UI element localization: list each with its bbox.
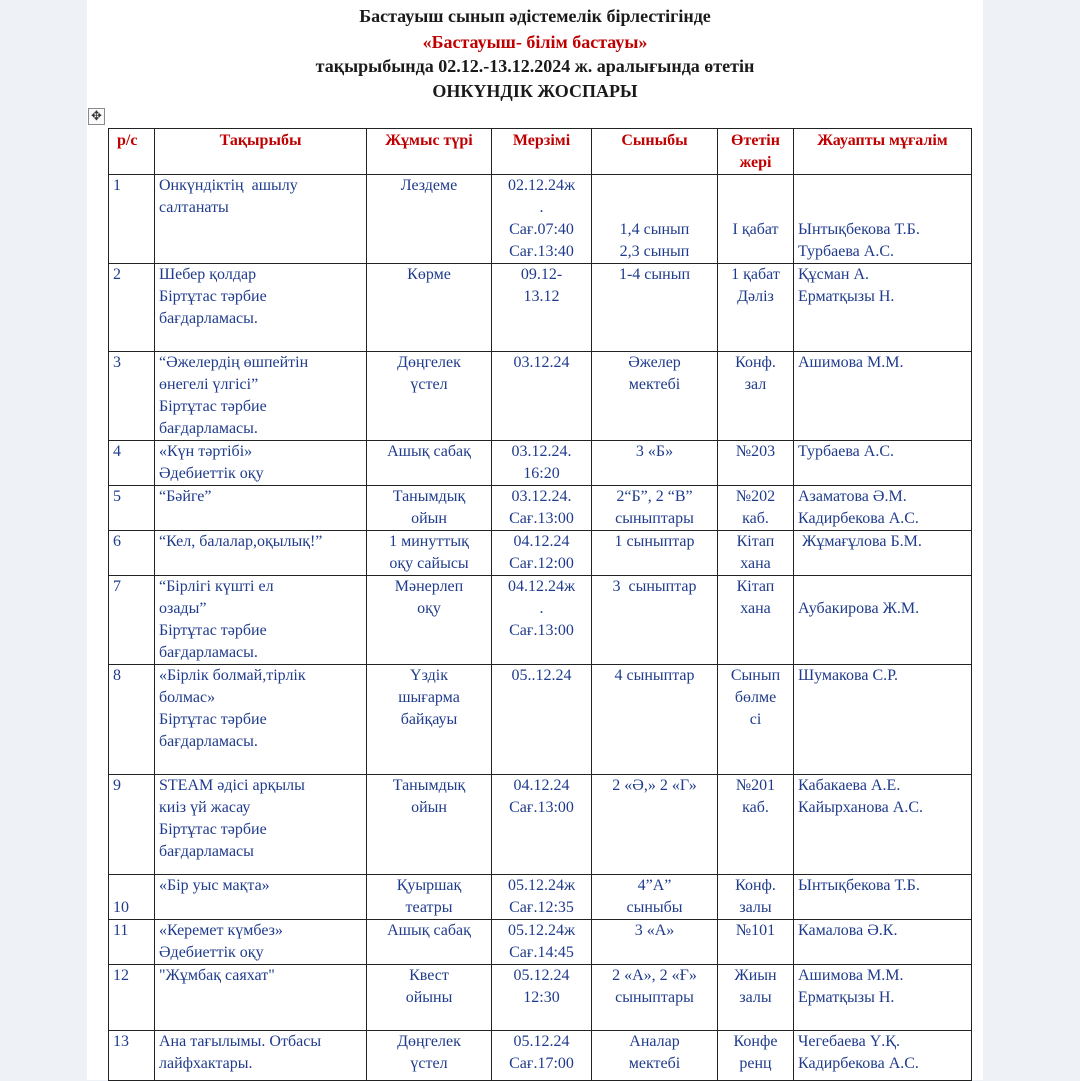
cell-topic-text: “Бірлігі күшті ел озады” Біртұтас тәрбие бағдарламасы. bbox=[159, 578, 274, 661]
cell-teacher bbox=[794, 775, 972, 875]
cell-number-text: 2 bbox=[113, 266, 121, 283]
cell-grade-text: 3 «А» bbox=[634, 922, 675, 939]
cell-place-text: №202 каб. bbox=[735, 488, 776, 527]
cell-grade bbox=[592, 965, 718, 1031]
cell-place bbox=[718, 441, 794, 486]
cell-work-type-text: Көрме bbox=[407, 266, 451, 283]
cell-grade bbox=[592, 875, 718, 920]
cell-work-type bbox=[367, 352, 492, 441]
cell-teacher bbox=[794, 920, 972, 965]
cell-number bbox=[109, 352, 155, 441]
cell-topic bbox=[155, 175, 367, 264]
table-header-row bbox=[109, 129, 972, 175]
cell-date-text: 03.12.24. 16:20 bbox=[511, 443, 572, 482]
cell-grade bbox=[592, 352, 718, 441]
table-row bbox=[109, 531, 972, 576]
cell-place bbox=[718, 175, 794, 264]
cell-work-type bbox=[367, 775, 492, 875]
cell-place-text: Конф. залы bbox=[735, 877, 776, 916]
cell-topic-text: Шебер қолдар Біртұтас тәрбие бағдарламасы. bbox=[159, 266, 267, 327]
cell-teacher-text: Құсман А. Ерматқызы Н. bbox=[798, 266, 895, 305]
cell-date-text: 05.12.24 12:30 bbox=[513, 967, 570, 1006]
cell-place bbox=[718, 1031, 794, 1081]
table-row bbox=[109, 576, 972, 665]
cell-teacher-text: Камалова Ә.К. bbox=[798, 922, 898, 939]
cell-teacher-text: Жұмағұлова Б.М. bbox=[798, 533, 922, 550]
cell-place-text: Кітап хана bbox=[736, 578, 775, 617]
cell-topic bbox=[155, 531, 367, 576]
cell-number-text: 5 bbox=[113, 488, 121, 505]
cell-place-text: №201 каб. bbox=[735, 777, 776, 816]
cell-date bbox=[492, 920, 592, 965]
cell-grade bbox=[592, 920, 718, 965]
cell-place-text: Сынып бөлме сі bbox=[730, 667, 781, 728]
cell-number bbox=[109, 875, 155, 920]
cell-teacher-text: Кабакаева А.Е. Кайырханова А.С. bbox=[798, 777, 923, 816]
cell-teacher bbox=[794, 441, 972, 486]
cell-grade bbox=[592, 531, 718, 576]
cell-topic bbox=[155, 441, 367, 486]
cell-topic bbox=[155, 875, 367, 920]
cell-number-text: 1 bbox=[113, 177, 121, 194]
cell-work-type bbox=[367, 441, 492, 486]
cell-topic bbox=[155, 576, 367, 665]
header-line-3: тақырыбында 02.12.-13.12.2024 ж. аралығында өтетін bbox=[315, 56, 755, 76]
cell-date bbox=[492, 486, 592, 531]
table-row bbox=[109, 965, 972, 1031]
cell-topic bbox=[155, 965, 367, 1031]
cell-work-type bbox=[367, 175, 492, 264]
cell-work-type-text: Ашық сабақ bbox=[387, 922, 471, 939]
cell-place-text: №203 bbox=[735, 443, 776, 460]
table-row bbox=[109, 920, 972, 965]
cell-work-type-text: Ашық сабақ bbox=[387, 443, 471, 460]
cell-topic-text: “Кел, балалар,оқылық!” bbox=[159, 533, 323, 550]
cell-teacher-text: Ынтықбекова Т.Б. Турбаева А.С. bbox=[798, 221, 920, 260]
cell-work-type bbox=[367, 531, 492, 576]
cell-grade bbox=[592, 576, 718, 665]
cell-place bbox=[718, 775, 794, 875]
cell-number bbox=[109, 175, 155, 264]
cell-date bbox=[492, 531, 592, 576]
cell-number-text: 12 bbox=[113, 967, 129, 984]
cell-place bbox=[718, 875, 794, 920]
cell-teacher bbox=[794, 486, 972, 531]
cell-date-text: 02.12.24ж . Сағ.07:40 Сағ.13:40 bbox=[507, 177, 576, 260]
cell-number-text: 11 bbox=[113, 922, 129, 939]
col-header-teacher bbox=[794, 129, 972, 175]
document-title: ОНКҮНДІК ЖОСПАРЫ bbox=[432, 81, 638, 101]
cell-number-text: 7 bbox=[113, 578, 121, 595]
cell-topic-text: «Бір уыс мақта» bbox=[159, 877, 270, 894]
cell-number-text: 6 bbox=[113, 533, 121, 550]
cell-place-text: №101 bbox=[735, 922, 776, 939]
cell-teacher bbox=[794, 665, 972, 775]
cell-date-text: 09.12- 13.12 bbox=[520, 266, 563, 305]
cell-place bbox=[718, 486, 794, 531]
cell-work-type bbox=[367, 665, 492, 775]
col-header-place bbox=[718, 129, 794, 175]
cell-grade-text: 1 сыныптар bbox=[614, 533, 695, 550]
cell-place bbox=[718, 352, 794, 441]
cell-topic bbox=[155, 486, 367, 531]
cell-number bbox=[109, 441, 155, 486]
col-header-number: р/с bbox=[109, 129, 155, 175]
cell-place bbox=[718, 965, 794, 1031]
cell-topic-text: «Керемет күмбез» Әдебиеттік оқу bbox=[159, 922, 283, 961]
cell-date-text: 03.12.24. Сағ.13:00 bbox=[509, 488, 574, 527]
cell-number bbox=[109, 775, 155, 875]
cell-grade-text: 2“Б”, 2 “В” сыныптары bbox=[615, 488, 694, 527]
col-header-date: Мерзімі bbox=[492, 129, 592, 175]
col-header-grade: Сыныбы bbox=[592, 129, 718, 175]
cell-grade-text: 3 сыныптар bbox=[612, 578, 697, 595]
cell-topic-text: "Жұмбақ саяхат" bbox=[159, 967, 275, 984]
col-header-teacher-text: Жауапты мұғалім bbox=[817, 132, 948, 149]
cell-number bbox=[109, 665, 155, 775]
cell-number-text: 10 bbox=[113, 899, 129, 916]
cell-topic-text: “Әжелердің өшпейтін өнегелі үлгісі” Біртұтас тәрбие бағдарламасы. bbox=[159, 354, 309, 437]
cell-date bbox=[492, 775, 592, 875]
cell-teacher-text: Ынтықбекова Т.Б. bbox=[798, 877, 920, 894]
cell-date bbox=[492, 665, 592, 775]
cell-place-text: Жиын залы bbox=[734, 967, 777, 1006]
cell-number bbox=[109, 486, 155, 531]
cell-teacher bbox=[794, 1031, 972, 1081]
cell-work-type-text: Мәнерлеп оқу bbox=[394, 578, 464, 617]
cell-place bbox=[718, 264, 794, 352]
cell-work-type-text: Квест ойыны bbox=[405, 967, 453, 1006]
cell-teacher-text: Турбаева А.С. bbox=[798, 443, 894, 460]
table-row bbox=[109, 352, 972, 441]
cell-number-text: 3 bbox=[113, 354, 121, 371]
cell-number bbox=[109, 531, 155, 576]
cell-date-text: 04.12.24 Сағ.13:00 bbox=[509, 777, 574, 816]
table-row bbox=[109, 775, 972, 875]
cell-teacher bbox=[794, 965, 972, 1031]
cell-grade-text: 1-4 сынып bbox=[618, 266, 691, 283]
cell-teacher bbox=[794, 352, 972, 441]
cell-place bbox=[718, 665, 794, 775]
cell-date-text: 05..12.24 bbox=[511, 667, 572, 684]
cell-grade-text: 2 «Ә,» 2 «Г» bbox=[612, 777, 697, 794]
cell-grade-text: Әжелер мектебі bbox=[628, 354, 681, 393]
header-line-1: Бастауыш сынып әдістемелік бірлестігінде bbox=[359, 6, 711, 26]
cell-date-text: 05.12.24 Сағ.17:00 bbox=[509, 1033, 574, 1072]
cell-work-type bbox=[367, 486, 492, 531]
cell-place-text: Конф. зал bbox=[735, 354, 776, 393]
table-row bbox=[109, 665, 972, 775]
cell-teacher-text: Ашимова М.М. Ерматқызы Н. bbox=[798, 967, 904, 1006]
table-row bbox=[109, 875, 972, 920]
cell-place bbox=[718, 576, 794, 665]
cell-date bbox=[492, 352, 592, 441]
cell-grade-text: Аналар мектебі bbox=[628, 1033, 681, 1072]
cell-work-type bbox=[367, 875, 492, 920]
cell-place-text: Конфе ренц bbox=[733, 1033, 778, 1072]
cell-date-text: 05.12.24ж Сағ.12:35 bbox=[507, 877, 576, 916]
cell-teacher bbox=[794, 531, 972, 576]
cell-teacher bbox=[794, 875, 972, 920]
cell-work-type bbox=[367, 920, 492, 965]
cell-topic-text: STEAM әдісі арқылы киіз үй жасау Біртұтас тәрбие бағдарламасы bbox=[159, 777, 305, 860]
cell-work-type bbox=[367, 965, 492, 1031]
cell-teacher-text: Ашимова М.М. bbox=[798, 354, 904, 371]
cell-number bbox=[109, 1031, 155, 1081]
cell-grade bbox=[592, 1031, 718, 1081]
cell-date bbox=[492, 441, 592, 486]
cell-topic-text: «Бірлік болмай,тірлік болмас» Біртұтас тәрбие бағдарламасы. bbox=[159, 667, 306, 750]
cell-work-type-text: 1 минуттық оқу сайысы bbox=[389, 533, 469, 572]
cell-work-type-text: Дөңгелек үстел bbox=[397, 1033, 461, 1072]
cell-date bbox=[492, 965, 592, 1031]
table-body bbox=[109, 175, 972, 1081]
cell-teacher bbox=[794, 576, 972, 665]
cell-topic-text: Онкүндіктің ашылу салтанаты bbox=[159, 177, 298, 216]
cell-topic bbox=[155, 264, 367, 352]
cell-grade bbox=[592, 175, 718, 264]
cell-place-text: Кітап хана bbox=[736, 533, 775, 572]
cell-grade bbox=[592, 441, 718, 486]
col-header-work-type: Жұмыс түрі bbox=[367, 129, 492, 175]
cell-topic bbox=[155, 920, 367, 965]
cell-date bbox=[492, 875, 592, 920]
cell-teacher-text: Шумакова С.Р. bbox=[798, 667, 899, 684]
cell-number bbox=[109, 264, 155, 352]
cell-work-type-text: Танымдық ойын bbox=[392, 777, 466, 816]
table-row bbox=[109, 441, 972, 486]
cell-date-text: 05.12.24ж Сағ.14:45 bbox=[507, 922, 576, 961]
cell-grade-text: 2 «А», 2 «Ғ» сыныптары bbox=[612, 967, 697, 1006]
cell-number-text: 9 bbox=[113, 777, 121, 794]
cell-topic-text: Ана тағылымы. Отбасы лайфхактары. bbox=[159, 1033, 322, 1072]
col-header-topic: Тақырыбы bbox=[155, 129, 367, 175]
cell-teacher-text: Чегебаева Ү.Қ. Кадирбекова А.С. bbox=[798, 1033, 919, 1072]
cell-topic bbox=[155, 352, 367, 441]
table-row bbox=[109, 486, 972, 531]
cell-date-text: 03.12.24 bbox=[513, 354, 570, 371]
cell-place-text: 1 қабат Дәліз bbox=[731, 266, 780, 305]
cell-date bbox=[492, 1031, 592, 1081]
cell-grade-text: 4 сыныптар bbox=[614, 667, 695, 684]
cell-place-text: І қабат bbox=[732, 221, 779, 238]
cell-number-text: 4 bbox=[113, 443, 121, 460]
cell-topic-text: «Күн тәртібі» Әдебиеттік оқу bbox=[159, 443, 264, 482]
cell-number bbox=[109, 965, 155, 1031]
cell-grade-text: 4”А” сыныбы bbox=[626, 877, 683, 916]
cell-date-text: 04.12.24ж . Сағ.13:00 bbox=[507, 578, 576, 639]
cell-date bbox=[492, 175, 592, 264]
cell-number-text: 13 bbox=[113, 1033, 129, 1050]
cell-grade bbox=[592, 264, 718, 352]
cell-teacher bbox=[794, 264, 972, 352]
cell-work-type bbox=[367, 264, 492, 352]
cell-topic-text: “Бәйге” bbox=[159, 488, 212, 505]
cell-place bbox=[718, 920, 794, 965]
cell-date bbox=[492, 264, 592, 352]
cell-topic bbox=[155, 775, 367, 875]
cell-grade bbox=[592, 775, 718, 875]
cell-number bbox=[109, 920, 155, 965]
cell-work-type-text: Дөңгелек үстел bbox=[397, 354, 461, 393]
cell-work-type-text: Үздік шығарма байқауы bbox=[398, 667, 460, 728]
cell-topic bbox=[155, 1031, 367, 1081]
cell-work-type-text: Лездеме bbox=[400, 177, 458, 194]
cell-work-type bbox=[367, 576, 492, 665]
table-row bbox=[109, 1031, 972, 1081]
table-move-handle-icon[interactable]: ✥ bbox=[88, 108, 105, 125]
cell-grade-text: 3 «Б» bbox=[635, 443, 674, 460]
cell-number bbox=[109, 576, 155, 665]
cell-place bbox=[718, 531, 794, 576]
cell-date bbox=[492, 576, 592, 665]
cell-grade bbox=[592, 665, 718, 775]
table-row bbox=[109, 264, 972, 352]
cell-work-type-text: Танымдық ойын bbox=[392, 488, 466, 527]
cell-date-text: 04.12.24 Сағ.12:00 bbox=[509, 533, 574, 572]
cell-teacher bbox=[794, 175, 972, 264]
cell-grade-text: 1,4 сынып 2,3 сынып bbox=[619, 221, 690, 260]
cell-work-type bbox=[367, 1031, 492, 1081]
plan-table bbox=[108, 128, 972, 1081]
header-line-2: «Бастауыш- білім бастауы» bbox=[422, 32, 648, 52]
cell-work-type-text: Қуыршақ театры bbox=[396, 877, 462, 916]
cell-topic bbox=[155, 665, 367, 775]
col-header-place-text: Өтетін жері bbox=[731, 132, 780, 171]
cell-number-text: 8 bbox=[113, 667, 121, 684]
table-row bbox=[109, 175, 972, 264]
cell-grade bbox=[592, 486, 718, 531]
cell-teacher-text: Азаматова Ә.М. Кадирбекова А.С. bbox=[798, 488, 919, 527]
cell-teacher-text: Аубакирова Ж.М. bbox=[798, 600, 920, 617]
